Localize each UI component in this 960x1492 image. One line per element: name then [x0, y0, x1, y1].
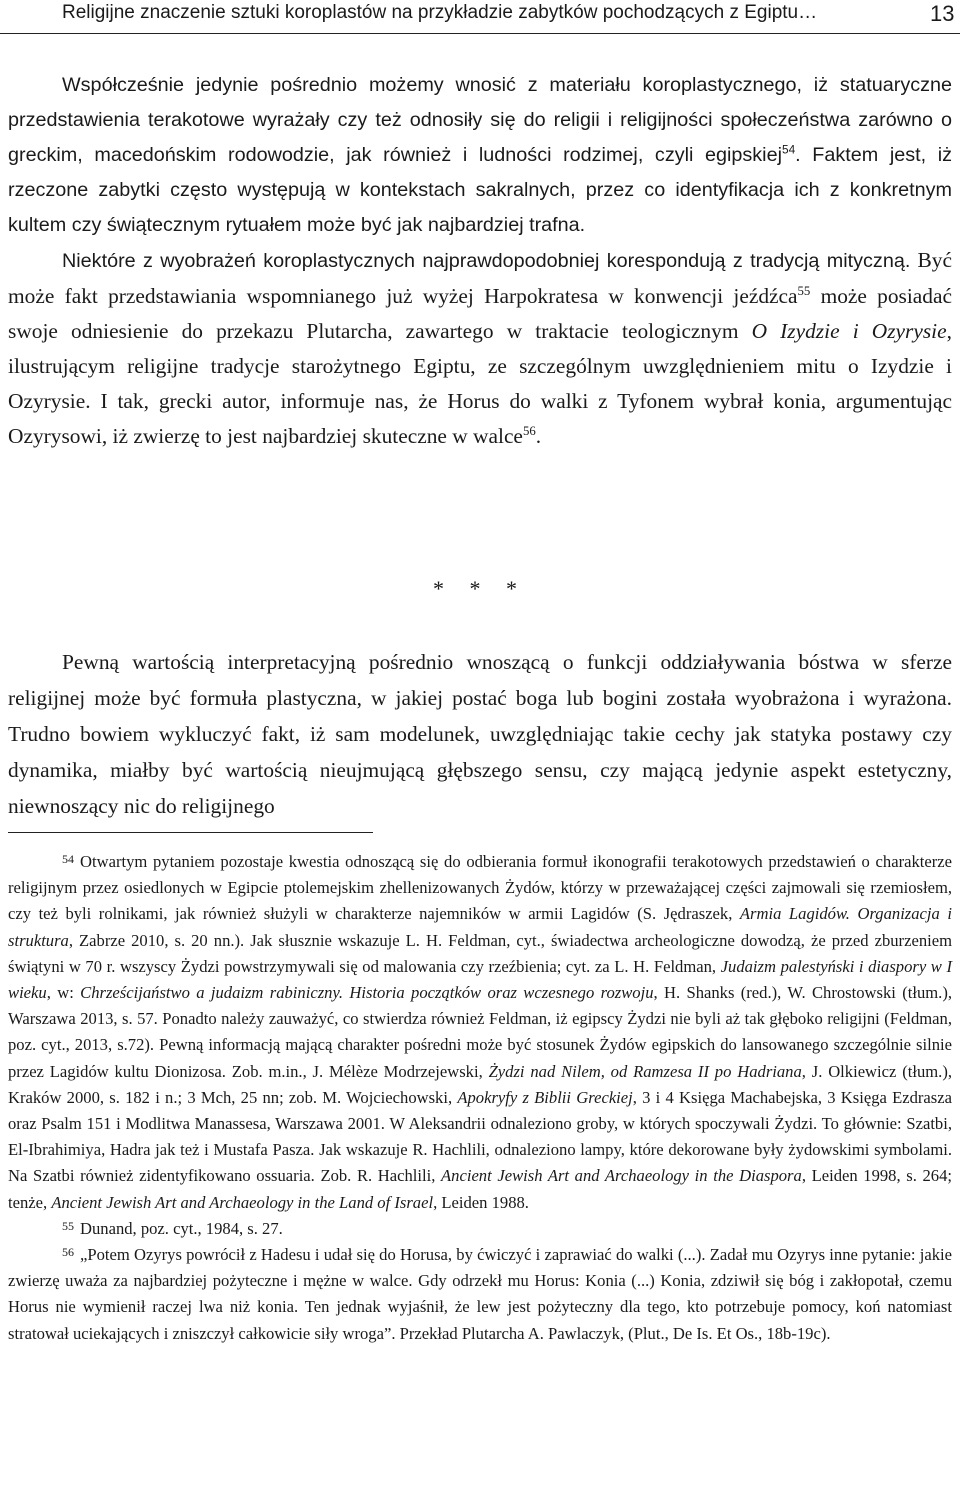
- paragraph-2: Niektóre z wyobrażeń koroplastycznych najprawdopodobniej korespondują z tradycją mityczną. Być może fakt przedstawiania wspomnianego już wyżej Harpokratesa w konwencji jeźdźca$^{55}$ może posiadać swoje odniesienie do przekazu Plutarcha, zawartego w traktacie teologicznym O Izydzie i Ozyrysie, ilustrującym religijne tradycje starożytnego Egiptu, ze szczególnym uwzględnieniem mitu o Izydzie i Ozyrysie. I tak, grecki autor, informuje nas, że Horus do walki z Tyfonem wybrał konia, argumentując Ozyrysowi, iż zwierzę to jest najbardziej skuteczne w walce$^{56}$.: [8, 248, 952, 448]
- running-header: [0, 0, 960, 34]
- work-title: O Izydzie i Ozyrysie: [751, 319, 947, 343]
- footnote-ref-55[interactable]: 55: [797, 283, 811, 298]
- footnote-number: 55: [62, 1218, 74, 1233]
- footnote-ref-54[interactable]: 54: [781, 142, 796, 157]
- paragraph-3: Pewną wartością interpretacyjną pośrednio wnoszącą o funkcji oddziaływania bóstwa w sferze religijnej może być formuła plastyczna, w jakiej postać boga lub bogini została wyobrażona i wyrażona. Trudno bowiem wykluczyć fakt, iż sam modelunek, uwzględniając takie cechy jak statyka postawy czy dynamika, miałby być wartością nieujmującą głębszego sensu, czy mającą jedynie aspekt estetyczny, niewnoszący nic do religijnego: [8, 650, 952, 818]
- footnote-55: $^{55}$ Dunand, poz. cyt., 1984, s. 27.: [62, 1218, 283, 1238]
- main-text-lower: [8, 644, 952, 824]
- page-number: 13: [930, 1, 955, 26]
- footnotes: [8, 849, 952, 1347]
- main-text-upper: [8, 68, 952, 454]
- footnote-number: 56: [62, 1245, 74, 1260]
- footnote-ref-56[interactable]: 56: [522, 423, 536, 438]
- footnote-number: 54: [62, 852, 74, 866]
- footnote-divider: [8, 832, 373, 833]
- footnote-56: $^{56}$ „Potem Ozyrys powrócił z Hadesu i udał się do Horusa, by ćwiczyć i zaprawiać do walki (...). Zadał mu Ozyrys inne pytanie: jakie zwierzę uważa za najbardziej pożyteczne i mężne w walce. Gdy odrzekł mu Horus: Konia (...) Konia, zdziwił się bóg i zakłopotał, czemu Horus nie wymienił raczej lwa niż konia. Ten jednak wyjaśnił, że lew jest pożyteczny dla tego, kto potrzebuje pomocy, koń natomiast stratował uciekających i zniszczył całkowicie siły wroga”. Przekład Plutarcha A. Pawlaczyk, (Plut., De Is. Et Os., 18b-19c).: [8, 1245, 952, 1343]
- running-title: Religijne znaczenie sztuki koroplastów na przykładzie zabytków pochodzących z Egiptu…: [62, 2, 818, 23]
- footnote-54: $^{54}$ Otwartym pytaniem pozostaje kwestia odnoszącą się do odbierania formuł ikonografii terakotowych przedstawień o charakterze religijnym przez osiedlonych w Egipcie ptolemejskim zhellenizowanych Żydów, którzy w przeważającej części zajmowali się rzemiosłem, czy też byli rolnikami, jak również służyli w charakterze najemników w armii Lagidów (S. Jędraszek, Armia Lagidów. Organizacja i struktura, Zabrze 2010, s. 20 nn.). Jak słusznie wskazuje L. H. Feldman, cyt., świadectwa archeologiczne dowodzą, że przed zburzeniem świątyni w 70 r. wszyscy Żydzi powstrzymywali się od malowania czy rzeźbienia; cyt. za L. H. Feldman, Judaizm palestyński i diaspory w I wieku, w: Chrześcijaństwo a judaizm rabiniczny. Historia początków oraz wczesnego rozwoju, H. Shanks (red.), W. Chrostowski (tłum.), Warszawa 2013, s. 57. Ponadto należy zauważyć, co stwierdza również Feldman, iż egipscy Żydzi nie byli aż tak głęboko religijni (Feldman, poz. cyt., 2013, s.72). Pewną informacją mającą charakter pośredni może być stosunek Żydów egipskich do lansowanego szczególnie silnie przez Lagidów kultu Dionizosa. Zob. m.in., J. Mélèze Modrzejewski, Żydzi nad Nilem, od Ramzesa II po Hadriana, J. Olkiewicz (tłum.), Kraków 2000, s. 182 i n.; 3 Mch, 25 nn; zob. M. Wojciechowski, Apokryfy z Biblii Greckiej, 3 i 4 Księga Machabejska, 3 Księga Ezdrasza oraz Psalm 151 i Modlitwa Manassesa, Warszawa 2001. W Aleksandrii odnaleziono groby, w których spoczywali Żydzi. To głównie: Szatbi, El-Ibrahimiya, Hadra jak też i Mustafa Pasza. Jak wskazuje R. Hachlili, odnaleziono lampy, które dekorowane były żydowskimi symbolami. Na Szatbi również zidentyfikowano ossuaria. Zob. R. Hachlili, Ancient Jewish Art and Archaeology in the Diaspora, Leiden 1998, s. 264; tenże, Ancient Jewish Art and Archaeology in the Land of Israel, Leiden 1988.: [8, 852, 952, 1212]
- paragraph-1: Współcześnie jedynie pośrednio możemy wnosić z materiału koroplastycznego, iż statuaryczne przedstawienia terakotowe wyrażały czy też odnosiły się do religii i religijności społeczeństwa zarówno o greckim, macedońskim rodowodzie, jak również i ludności rodzimej, czyli egipskiej$^{54}$. Faktem jest, iż rzeczone zabytki często występują w kontekstach sakralnych, przez co identyfikacja ich z konkretnym kultem czy świątecznym rytuałem może być jak najbardziej trafna.: [8, 74, 952, 236]
- section-separator: * * *: [433, 576, 527, 601]
